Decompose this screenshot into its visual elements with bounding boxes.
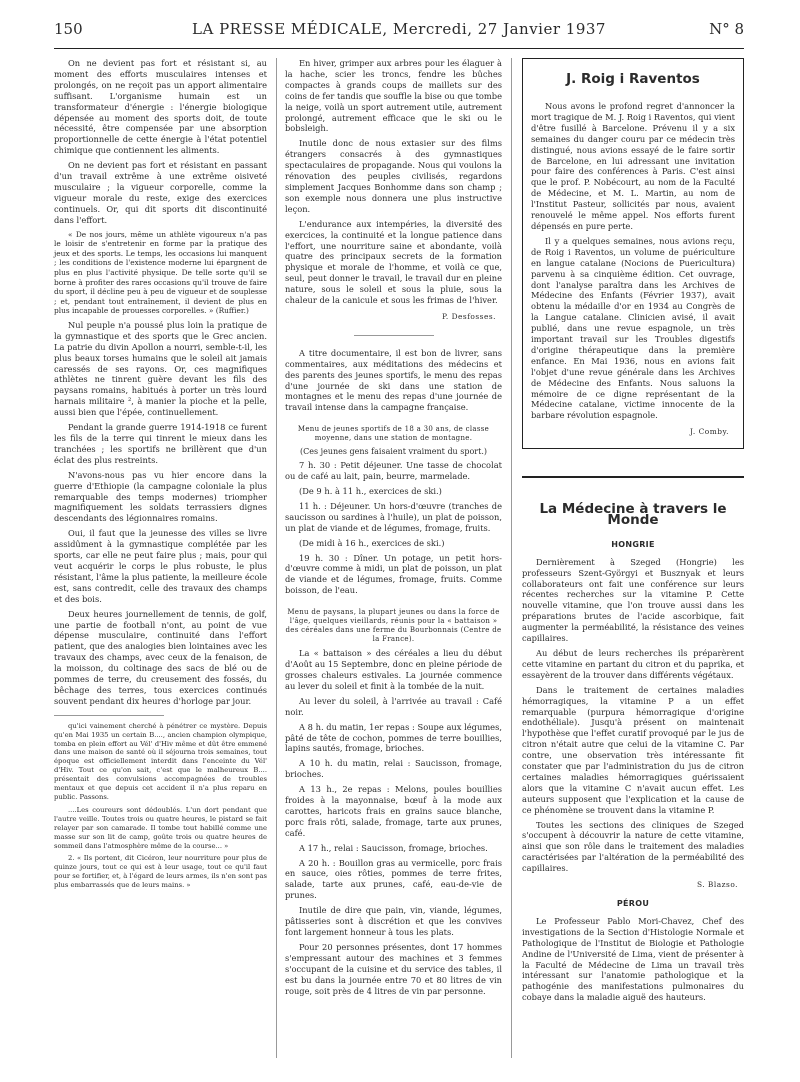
obituary-box (522, 58, 744, 449)
obituary-title: J. Roig i Raventos (566, 71, 700, 87)
column-divider (511, 58, 512, 1058)
paragraph: Dernièrement à Szeged (Hongrie) les professeurs Szent-Györgyi et Busznyak et leurs collaborateurs ont fait une conférence sur leurs récentes recherches sur la vitamine P. Cette nouvelle vitamine, que l'on trouve aussi dans les préparations brutes de l'acide ascorbique, fait augmenter la perméabilité, la résistance des veines capillaires. (522, 556, 744, 644)
section-rule (522, 476, 744, 478)
column-2 (285, 58, 502, 1000)
paragraph: Dans le traitement de certaines maladies hémorragiques, la vitamine P a un effet remarquable (purpura hémorragique d'origine endothéliale). Jusqu'à présent on maintenait l'hypothèse que l'effet curatif provoqué par le jus de citron n'était autre que celui de la vitamine C. Par contre, une observation très intéressante fit constater que par l'administration du jus de citron certaines maladies hémorragiques guérissaient alors que la vitamine C n'avait aucun effet. Les auteurs supposent que l'explication et la cause de ce phénomène se trouvent dans la vitamine P. (522, 684, 744, 815)
separator (354, 335, 434, 336)
menu-title: Menu de paysans, la plupart jeunes ou dans la force de l'âge, quelques vieillards, réunis pour la « battaison » des céréales dans une ferme du Bourbonnais (Centre de la France). (285, 608, 502, 644)
menu-item: A 17 h., relai : Saucisson, fromage, brioches. (299, 842, 488, 853)
footnote: qu'ici vainement cherché à pénétrer ce mystère. Depuis qu'en Mai 1935 un certain B...., ancien champion olympique, tomba en plein effort au Vél' d'Hiv même et dût être emmené dans une maison de santé où il séjourna trois semaines, tout époque est officiellement interdit dans l'enceinte du Vél' d'Hiv. Tout ce qu'on sait, c'est que le malheureux B.... présentait des convulsions accompagnées de troubles mentaux et que depuis cet accident il n'a plus reparu en public. Passons. (54, 721, 267, 801)
country-heading: PÉROU (616, 899, 650, 908)
country-heading: HONGRIE (611, 539, 655, 549)
paragraph: Pendant la grande guerre 1914-1918 ce furent les fils de la terre qui tinrent le mieux dans les tranchées ; les sportifs ne brillèrent que d'un éclat des plus restreints. (54, 422, 267, 465)
menu-item: Inutile de dire que pain, vin, viande, légumes, pâtisseries sont à discrétion et que les convives font largement honneur à tous les plats. (285, 905, 502, 937)
paragraph: Deux heures journellement de tennis, de golf, une partie de football n'ont, au point de vue dépense musculaire, continuité dans l'effort patient, que des analogies bien lointaines avec les travaux des champs, avec ceux de la fenaison, de la moisson, du coltinage des sacs de blé ou de pommes de terre, du creusement des fossés, du bêchage des terres, tous exercices continués souvent pendant dix heures d'horloge par jour. (54, 608, 267, 706)
paragraph: On ne devient pas fort et résistant si, au moment des efforts musculaires intenses et prolongés, on ne reçoit pas un apport alimentaire suffisant. L'organisme humain est un transformateur d'énergie : l'énergie biologique dépensée au moment des sports doit, de toute nécessité, être compensée par une absorption proportionnelle de cette énergie à l'état potentiel chimique que contiennent les aliments. (54, 58, 267, 156)
paragraph: L'endurance aux intempéries, la diversité des exercices, la continuité et la longue patience dans l'effort, une nourriture saine et abondante, voilà quatre des principaux secrets de la formation physique et morale de l'homme, et voilà ce que, seul, peut donner le travail, le travail dur en pleine nature, sous le soleil et sous la pluie, sous la chaleur de la canicule et sous les frimas de l'hiver. (285, 218, 502, 306)
quotation: « De nos jours, même un athlète vigoureux n'a pas le loisir de s'entretenir en forme par la pratique des jeux et des sports. Le temps, les occasions lui manquent ; les conditions de l'existence moderne lui épargnent de plus en plus l'activité physique. De telle sorte qu'il se borne à profiter des rares occasions qu'il trouve de faire du sport, il décline peu à peu de vigueur et de souplesse ; et, pendant tout entraînement, il devient de plus en plus incapable de prouesses corporelles. » (Ruffier.) (54, 229, 267, 316)
world-medicine-section (522, 476, 744, 1007)
paragraph: Au début de leurs recherches ils préparèrent cette vitamine en partant du citron et du paprika, et essayèrent de la trouver dans différents végétaux. (522, 647, 744, 680)
menu-item: A 20 h. : Bouillon gras au vermicelle, porc frais en sauce, oies rôties, pommes de terre frites, salade, tarte aux prunes, café, eau-de-vie de prunes. (285, 857, 502, 901)
page-number: 150 (54, 20, 83, 38)
menu-item: (De midi à 16 h., exercices de ski.) (299, 537, 445, 548)
paragraph: Toutes les sections des cliniques de Szeged s'occupent à découvrir la nature de cette vitamine, ainsi que son rôle dans le traitement des maladies caractérisées par l'altération de la perméabilité des capillaires. (522, 819, 744, 874)
menu-item: A 13 h., 2e repas : Melons, poules bouillies froides à la mayonnaise, bœuf à la mode aux carottes, haricots frais en grains sauce blanche, porc frais rôti, salade, fromage, tarte aux prunes, café. (285, 784, 502, 838)
menu-note: (Ces jeunes gens faisaient vraiment du sport.) (299, 447, 487, 457)
column-1 (54, 58, 267, 894)
paragraph: Nous avons le profond regret d'annoncer la mort tragique de M. J. Roig i Raventos, qui vient d'être fusillé à Barcelone. Prévenu il y a six semaines du danger couru par ce médecin très distingué, nous avions essayé de le faire sortir de Barcelone, en lui adressant une invitation pour faire des conférences à Paris. C'est ainsi que le prof. P. Nobécourt, au nom de la Faculté de Médecine, et M. L. Martin, au nom de l'Institut Pasteur, sollicités par nous, avaient renouvelé le même appel. Nos efforts furent dépensés en pure perte. (531, 101, 735, 231)
menu-item: Au lever du soleil, à l'arrivée au travail : Café noir. (285, 695, 502, 717)
paragraph: On ne devient pas fort et résistant en passant d'un travail extrême à une extrême oisiveté musculaire ; la vigueur corporelle, comme la vigueur morale du reste, exige des exercices continuels. Or, qui dit sports dit discontinuité dans l'effort. (54, 160, 267, 225)
author-signature: S. Blazso. (696, 880, 738, 890)
menu-title: Menu de jeunes sportifs de 18 a 30 ans, de classe moyenne, dans une station de montagne. (297, 425, 490, 443)
menu-item: (De 9 h. à 11 h., exercices de ski.) (299, 486, 442, 496)
page-header (54, 20, 744, 44)
paragraph: En hiver, grimper aux arbres pour les élaguer à la hache, scier les troncs, fendre les bûches compactes à grands coups de maillets sur des coins de fer tandis que souffle la bise ou que tombe la neige, voilà un sport autrement utile, autrement prolongé, autrement efficace que le ski ou le bobsleigh. (285, 58, 502, 134)
paragraph: Il y a quelques semaines, nous avions reçu, de Roig i Raventos, un volume de puériculture en langue catalane (Nocions de Puericultura) parvenu à sa cinquième édition. Cet ouvrage, dont l'analyse paraîtra dans les Archives de Médecine des Enfants (Février 1937), avait obtenu la médaille d'or en 1934 au Congrès de la Langue catalane. Clinicien avisé, il avait publié, dans une revue espagnole, un très important travail sur les Troubles digestifs d'origine thérapeutique dans la première enfance. En Mai 1936, nous en avions fait l'objet d'une revue générale dans les Archives de Médecine des Enfants. Nous saluons la mémoire de ce digne représentant de la Médecine catalane, victime innocente de la barbare révolution espagnole. (531, 235, 735, 421)
menu-item: A 10 h. du matin, relai : Saucisson, fromage, brioches. (285, 758, 502, 780)
paragraph: Oui, il faut que la jeunesse des villes se livre assidûment à la gymnastique complétée par les sports, car elle ne peut faire plus ; mais, pour qui veut acquérir le corps le plus robuste, le plus résistant, l'âme la plus patiente, la meilleure école est, sans contredit, celle des travaux des champs et des bois. (54, 528, 267, 604)
menu-item: Pour 20 personnes présentes, dont 17 hommes s'empressant autour des machines et 3 femmes s'occupant de la cuisine et du service des tables, il est bu dans la journée entre 70 et 80 litres de vin rouge, soit près de 4 litres de vin par personne. (285, 941, 502, 996)
column-divider (276, 58, 277, 1058)
paragraph: Nul peuple n'a poussé plus loin la pratique de la gymnastique et des sports que le Grec ancien. La patrie du divin Apollon a nourri, semble-t-il, les plus beaux torses humains que le soleil ait jamais caressés de ses rayons. Or, ces magnifiques athlètes ne tinrent guère devant les fils des paysans romains, habitués à porter un très lourd harnais militaire ², à manier la pioche et la pelle, aussi bien que l'épée, continuellement. (54, 319, 267, 418)
author-signature: P. Desfosses. (441, 311, 496, 321)
journal-title: LA PRESSE MÉDICALE, Mercredi, 27 Janvier 1937 (192, 20, 606, 38)
menu-item: 11 h. : Déjeuner. Un hors-d'œuvre (tranches de saucisson ou sardines à l'huile), un plat de poisson, un plat de viande et de légumes, fromage, fruits. (285, 500, 502, 533)
menu-item: La « battaison » des céréales a lieu du début d'Août au 15 Septembre, donc en pleine période de grosses chaleurs estivales. La journée commence au lever du soleil et finit à la tombée de la nuit. (285, 648, 502, 691)
footnote: 2. « Ils portent, dit Cicéron, leur nourriture pour plus de quinze jours, tout ce qui est à leur usage, tout ce qu'il faut pour se fortifier, et, à l'égard de leurs armes, ils n'en sont pas plus embarrassés que de leurs mains. » (54, 854, 267, 890)
paragraph: Le Professeur Pablo Mori-Chavez, Chef des investigations de la Section d'Histologie Normale et Pathologique de l'Institut de Biologie et Pathologie Andine de l'Université de Lima, vient de présenter à la Faculté de Médecine de Lima un travail très intéressant sur l'anatomie pathologique et la pathogénie des manifestations pulmonaires du cobaye dans la maladie aiguë des hauteurs. (522, 915, 744, 1003)
paragraph: N'avons-nous pas vu hier encore dans la guerre d'Ethiopie (la campagne coloniale la plus remarquable des temps modernes) triompher magnifiquement les soldats terrassiers dignes descendants des légionnaires romains. (54, 469, 267, 524)
menu-item: A 8 h. du matin, 1er repas : Soupe aux légumes, pâté de tête de cochon, pommes de terre bouillies, lapins sautés, fromage, brioches. (285, 721, 502, 754)
author-signature: J. Comby. (690, 427, 729, 437)
header-rule (54, 48, 744, 49)
paragraph: A titre documentaire, il est bon de livrer, sans commentaires, aux méditations des médecins et des parents des jeunes sportifs, le menu des repas d'une journée de ski dans une station de montagnes et le menu des repas d'une journée de travail intense dans la campagne française. (285, 347, 502, 413)
footnote: ....Les coureurs sont dédoublés. L'un dort pendant que l'autre veille. Toutes trois ou quatre heures, le pistard se fait relayer par son camarade. Il tombe tout habillé comme une masse sur son lit de camp, goûte trois ou quatre heures de sommeil dans l'atmosphère même de la course... » (54, 805, 267, 850)
menu-item: 7 h. 30 : Petit déjeuner. Une tasse de chocolat ou de café au lait, pain, beurre, marmelade. (285, 460, 502, 482)
menu-item: 19 h. 30 : Dîner. Un potage, un petit hors-d'œuvre comme à midi, un plat de poisson, un plat de viande et de légumes, fromage, fruits. Comme boisson, de l'eau. (285, 552, 502, 596)
paragraph: Inutile donc de nous extasier sur des films étrangers consacrés à des gymnastiques spectaculaires de propagande. Nous qui voulons la rénovation des peuples civilisés, regardons simplement Jacques Bonhomme dans son champ ; son exemple nous donnera une plus instructive leçon. (285, 138, 502, 214)
section-title: La Médecine à travers le Monde (539, 501, 727, 528)
footnote-rule (54, 715, 164, 716)
issue-number: N° 8 (709, 20, 744, 38)
